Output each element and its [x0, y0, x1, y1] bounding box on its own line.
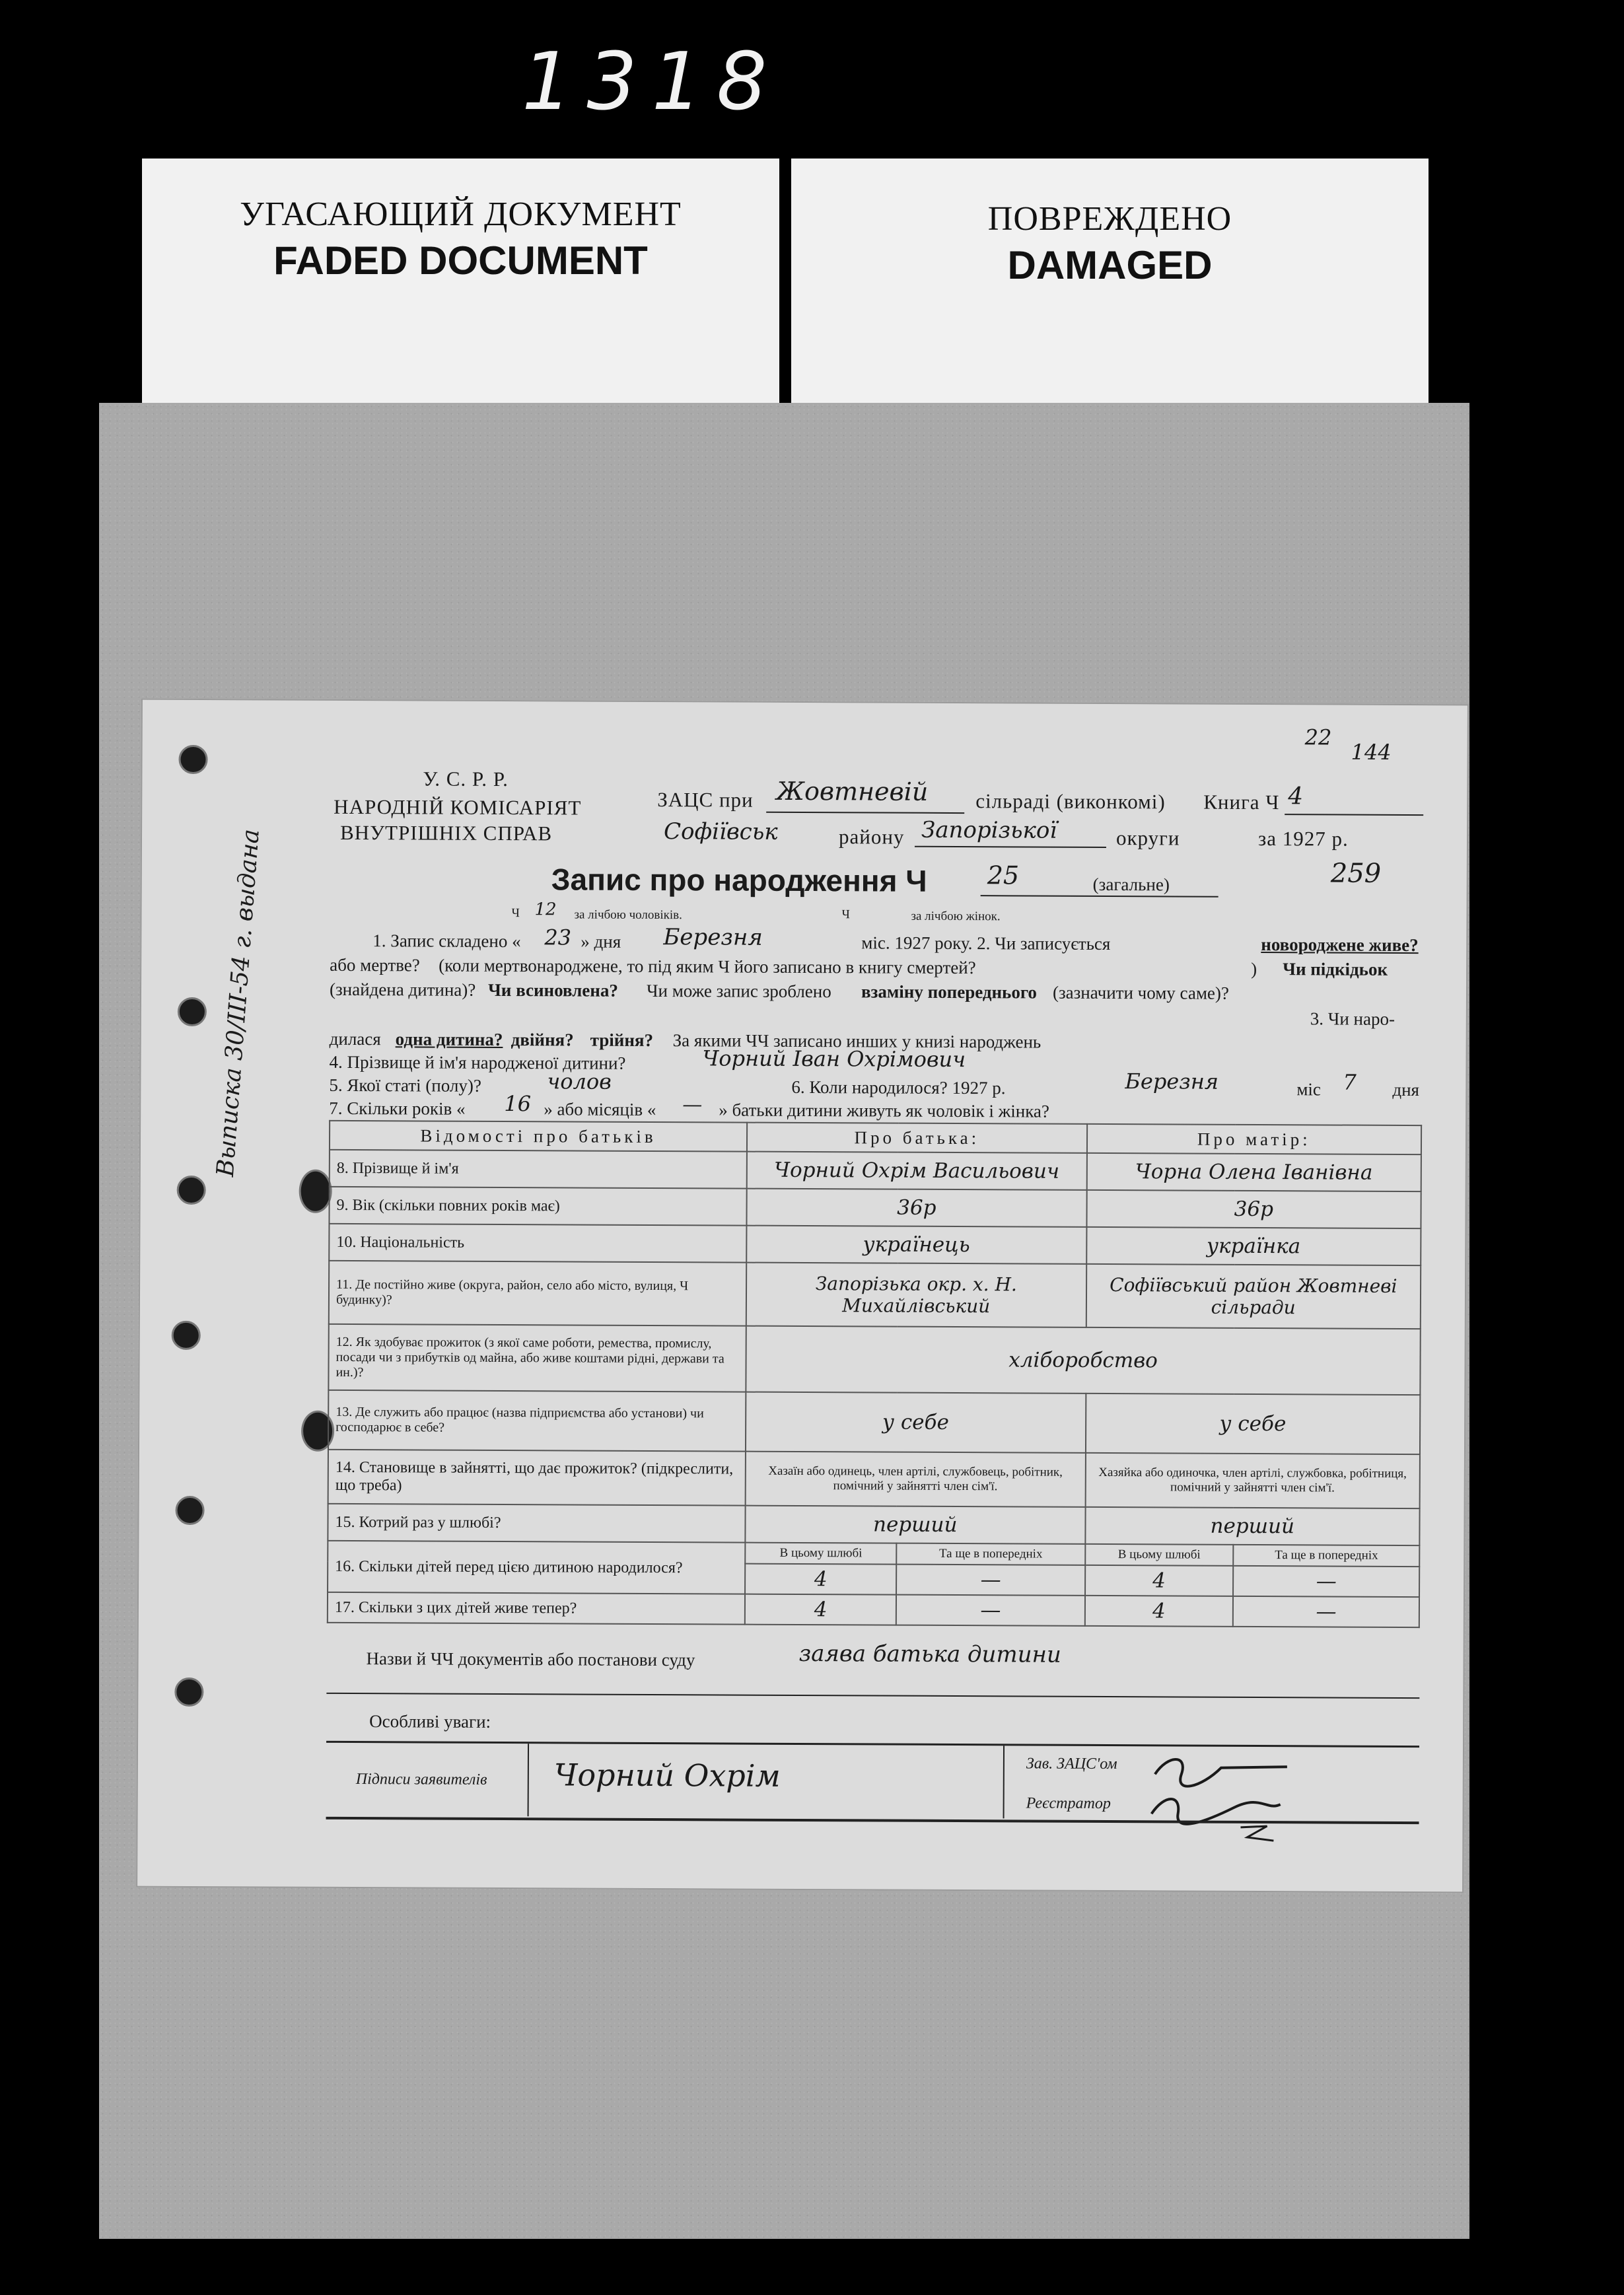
okrug-suffix: округи [1115, 826, 1180, 850]
punch-hole [178, 745, 207, 774]
item-5-label: 5. Якої статі (полу)? [329, 1075, 481, 1096]
table-row: 10. Національність українець українка [329, 1224, 1421, 1265]
father-alive-this: 4 [745, 1594, 897, 1625]
father-nationality: українець [746, 1226, 1086, 1264]
male-count-value: 12 [534, 900, 557, 920]
mother-workplace: у себе [1086, 1394, 1421, 1454]
book-value: 4 [1288, 783, 1304, 810]
item-7-months: » або місяців « [544, 1099, 656, 1120]
male-count-prefix: Ч [511, 906, 520, 921]
item-2-foundling-note: (знайдена дитина)? [329, 979, 476, 1000]
col-mother-header: Про матір: [1086, 1124, 1421, 1154]
item-6-label: 6. Коли народилося? 1927 р. [791, 1077, 1006, 1098]
mother-name: Чорна Олена Іванівна [1086, 1153, 1421, 1191]
damaged-label-en: DAMAGED [1007, 243, 1213, 287]
col-info-header: Відомості про батьків [330, 1121, 747, 1152]
applicant-signature: Чорний Охрім [553, 1757, 781, 1794]
head-label: Зав. ЗАЦС'ом [1026, 1755, 1117, 1773]
father-children-prev: — [896, 1565, 1084, 1596]
punch-hole [299, 1170, 332, 1213]
punch-hole [172, 1321, 201, 1350]
months-married: — [682, 1093, 703, 1117]
faded-label-ru: УГАСАЮЩИЙ ДОКУМЕНТ [240, 195, 682, 233]
table-row: 16. Скільки дітей перед цією дитиною народилося? В цьому шлюбі Та ще в попередніх В цьому шлюбі Та ще в попередніх [328, 1541, 1419, 1567]
livelihood: хліборобство [746, 1326, 1420, 1395]
documents-value: заява батька дитини [798, 1640, 1061, 1668]
margin-note: Выписка 30/III-54 г. выдана [211, 828, 265, 1178]
item-2-close: ) [1251, 958, 1257, 979]
district-suffix: району [838, 825, 905, 849]
item-3-born: дилася [329, 1028, 381, 1049]
district-value: Софіївськ [663, 818, 778, 845]
parents-table [327, 1120, 1422, 1628]
item-2-foundling: Чи підкідьок [1283, 959, 1388, 979]
corner-number-3: 259 [1330, 858, 1382, 889]
ussr-header: У. С. Р. Р. [423, 767, 509, 791]
item-3-twins: двійня? [511, 1030, 574, 1050]
mother-occupation-status: Хазяйка або одиночка, член артілі, службовка, робітниця, помічний у зайнятті член сім'ї. [1085, 1453, 1420, 1508]
item-7-suffix: » батьки дитини живуть як чоловік і жінка? [719, 1100, 1050, 1121]
registrar-label: Реєстратор [1026, 1794, 1111, 1813]
mother-alive-prev: — [1233, 1596, 1419, 1627]
book-label: Книга Ч [1203, 790, 1280, 814]
record-title: Запис про народження Ч [551, 862, 927, 898]
mother-children-this: 4 [1085, 1565, 1234, 1596]
item-2-adopted: Чи всиновлена? [487, 979, 618, 1001]
col-father-header: Про батька: [747, 1123, 1087, 1153]
subheader-this-marriage: В цьому шлюбі [1085, 1544, 1234, 1566]
table-row: 9. Вік (скільки повних років має) 36р 36р [329, 1187, 1421, 1228]
faded-label-en: FADED DOCUMENT [273, 238, 648, 283]
punch-hole [178, 997, 207, 1026]
female-count-suffix: за лічбою жінок. [911, 909, 1001, 924]
child-name: Чорний Іван Охрімович [702, 1045, 966, 1073]
father-marriage-count: перший [745, 1506, 1085, 1544]
punch-hole [174, 1677, 203, 1707]
item-2-stillborn-note: (коли мертвонароджене, то під яким Ч його записано в книгу смертей? [439, 955, 976, 978]
item-2-stillborn: або мертве? [330, 954, 420, 975]
item-3-prefix: 3. Чи наро- [1310, 1008, 1395, 1029]
subheader-previous: Та ще в попередніх [1234, 1545, 1420, 1567]
record-day: 23 [544, 925, 572, 950]
zags-prefix: ЗАЦС при [657, 788, 754, 812]
father-alive-prev: — [896, 1595, 1084, 1626]
father-occupation-status: Хазаїн або одинець, член артілі, службовець, робітник, помічний у зайнятті член сім'ї. [746, 1452, 1086, 1507]
item-6-month: міс [1296, 1079, 1322, 1100]
council-suffix: сільраді (виконкомі) [975, 789, 1166, 814]
item-1-prefix: 1. Запис складено « [372, 931, 521, 952]
punch-hole [177, 1176, 206, 1205]
record-number: 25 [987, 861, 1020, 890]
record-general: (загальне) [1092, 874, 1170, 895]
zags-value: Жовтневій [776, 776, 929, 806]
punch-hole [175, 1496, 204, 1525]
table-row: 8. Прізвище й ім'я Чорний Охрім Васильович Чорна Олена Іванівна [330, 1150, 1421, 1191]
corner-number-1: 22 [1304, 724, 1332, 750]
damaged-label-ru: ПОВРЕЖДЕНО [987, 200, 1232, 238]
item-4-label: 4. Прізвище й ім'я народженої дитини? [329, 1051, 626, 1073]
item-2-replacement: взаміну попереднього [861, 981, 1038, 1003]
item-1-day-suffix: » дня [581, 931, 621, 952]
registrar-signature [1141, 1748, 1314, 1847]
table-row: 12. Як здобуває прожиток (з якої саме роботи, ремества, промислу, посади чи з прибутків од майна, або живе коштами рідні, держави та ин.)? хліборобство [328, 1324, 1420, 1395]
item-2-replace: Чи може запис зроблено [646, 980, 831, 1002]
commissariat-line-2: ВНУТРІШНІХ СПРАВ [339, 820, 553, 845]
mother-nationality: українка [1086, 1227, 1421, 1265]
table-row: 14. Становище в зайнятті, що дає прожиток? (підкреслити, що треба) Хазаїн або одинець, член артілі, службовець, робітник, помічний у зайнятті член сім'ї. Хазяйка або одиночка, член артілі, службовка, робітниця, помічний у зайнятті член сім'ї. [328, 1450, 1420, 1508]
item-3-others: За якими ЧЧ записано инших у книзі народжень [672, 1030, 1041, 1052]
mother-alive-this: 4 [1084, 1596, 1233, 1627]
table-row: 11. Де постійно живе (округа, район, село або місто, вулиця, Ч будинку)? Запорізька окр. х. Н. Михайлівський Софіївський район Жовтневі сільради [329, 1261, 1421, 1329]
subheader-this-marriage: В цьому шлюбі [745, 1543, 897, 1565]
father-children-this: 4 [745, 1564, 897, 1595]
birth-record-form [136, 699, 1469, 1893]
father-age: 36р [746, 1189, 1086, 1227]
item-3-triplets: трійня? [590, 1030, 654, 1051]
item-3-single: одна дитина? [395, 1029, 503, 1050]
table-row: 17. Скільки з цих дітей живе тепер? 4 — 4 — [328, 1592, 1419, 1627]
father-name: Чорний Охрім Васильович [747, 1152, 1087, 1190]
faded-document-card [142, 159, 779, 403]
archive-number: 1318 [522, 36, 782, 128]
item-2-alive: новороджене живе? [1261, 935, 1419, 956]
signatures-label: Підписи заявителів [355, 1771, 487, 1788]
birth-month: Березня [1125, 1069, 1219, 1094]
table-row: 15. Котрий раз у шлюбі? перший перший [328, 1504, 1419, 1545]
corner-number-2: 144 [1351, 739, 1392, 765]
male-count-suffix: за лічбою чоловіків. [574, 907, 682, 923]
father-workplace: у себе [746, 1392, 1086, 1453]
record-month: Березня [663, 924, 763, 951]
item-1-year: міс. 1927 року. 2. Чи записується [861, 933, 1111, 954]
commissariat-line-1: НАРОДНІЙ КОМІСАРІЯТ [334, 794, 582, 820]
damaged-document-card [791, 159, 1429, 403]
table-row: 13. Де служить або працює (назва підприємства або установи) чи господарює в себе? у себе у себе [328, 1390, 1420, 1454]
mother-age: 36р [1086, 1190, 1421, 1228]
mother-marriage-count: перший [1085, 1507, 1420, 1545]
subheader-previous: Та ще в попередніх [897, 1543, 1085, 1565]
item-7-prefix: 7. Скільки років « [329, 1098, 466, 1119]
female-count-prefix: Ч [841, 907, 850, 922]
birth-day: 7 [1343, 1069, 1357, 1095]
mother-children-prev: — [1233, 1566, 1419, 1597]
father-residence: Запорізька окр. х. Н. Михайлівський [746, 1263, 1086, 1327]
record-year: за 1927 р. [1257, 827, 1349, 851]
item-2-reason: (зазначити чому саме)? [1052, 982, 1230, 1003]
child-sex: чолов [547, 1069, 612, 1094]
mother-residence: Софіївський район Жовтневі сільради [1086, 1264, 1421, 1329]
remarks-label: Особливі уваги: [369, 1711, 491, 1732]
item-6-day: дня [1392, 1079, 1420, 1100]
documents-label: Назви й ЧЧ документів або постанови суду [366, 1648, 695, 1670]
okrug-value: Запорізької [921, 816, 1057, 844]
years-married: 16 [504, 1091, 532, 1117]
